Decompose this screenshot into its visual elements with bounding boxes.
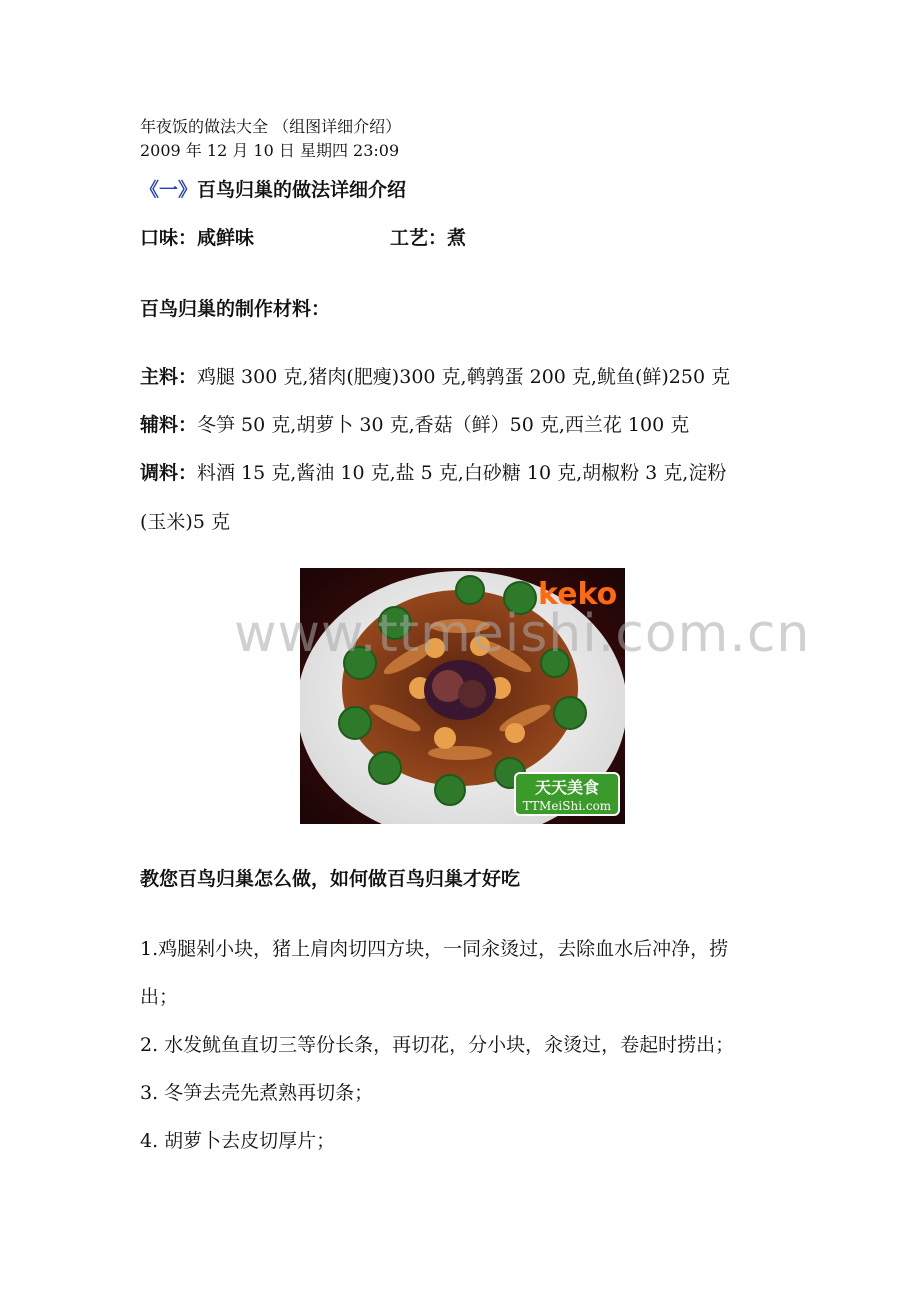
aux-text: 冬笋 50 克,胡萝卜 30 克,香菇（鲜）50 克,西兰花 100 克: [197, 414, 690, 436]
aux-ingredients: [140, 410, 689, 437]
main-label: 主料：: [140, 366, 198, 388]
ttmeishi-logo-url: TTMeiShi.com: [522, 799, 612, 813]
main-ingredients: [140, 362, 730, 389]
materials-heading: 百鸟归巢的制作材料：: [140, 298, 331, 320]
season-label: 调料：: [140, 462, 198, 484]
step-1-continued: 出；: [140, 986, 179, 1008]
technique-label: 工艺：煮: [390, 227, 467, 249]
photo-watermark: www.ttmeishi.com.cn: [234, 604, 811, 664]
aux-label: 辅料：: [140, 414, 198, 436]
seasonings-continued: (玉米)5 克: [140, 511, 230, 533]
main-text: 鸡腿 300 克,猪肉(肥瘦)300 克,鹌鹑蛋 200 克,鱿鱼(鲜)250 克: [197, 366, 731, 388]
document-title: 年夜饭的做法大全 （组图详细介绍）: [140, 117, 402, 136]
recipe-number: 《一》: [140, 179, 198, 201]
keko-logo: keko: [538, 577, 618, 612]
seasonings: [140, 458, 726, 485]
flavor-label: 口味：咸鲜味: [140, 227, 255, 249]
step-4: 4. 胡萝卜去皮切厚片；: [140, 1130, 336, 1152]
steps-heading: 教您百鸟归巢怎么做，如何做百鸟归巢才好吃: [140, 868, 521, 890]
season-text: 料酒 15 克,酱油 10 克,盐 5 克,白砂糖 10 克,胡椒粉 3 克,淀粉: [197, 462, 727, 484]
recipe-title: 百鸟归巢的做法详细介绍: [197, 179, 407, 201]
document-date: 2009 年 12 月 10 日 星期四 23:09: [140, 141, 400, 160]
step-1: 1.鸡腿剁小块，猪上肩肉切四方块，一同汆烫过，去除血水后冲净，捞: [140, 938, 729, 960]
step-2: 2. 水发鱿鱼直切三等份长条，再切花，分小块，汆烫过，卷起时捞出；: [140, 1034, 735, 1056]
step-3: 3. 冬笋去壳先煮熟再切条；: [140, 1082, 374, 1104]
recipe-heading: [140, 175, 406, 202]
ttmeishi-logo-cn: 天天美食: [534, 778, 600, 797]
